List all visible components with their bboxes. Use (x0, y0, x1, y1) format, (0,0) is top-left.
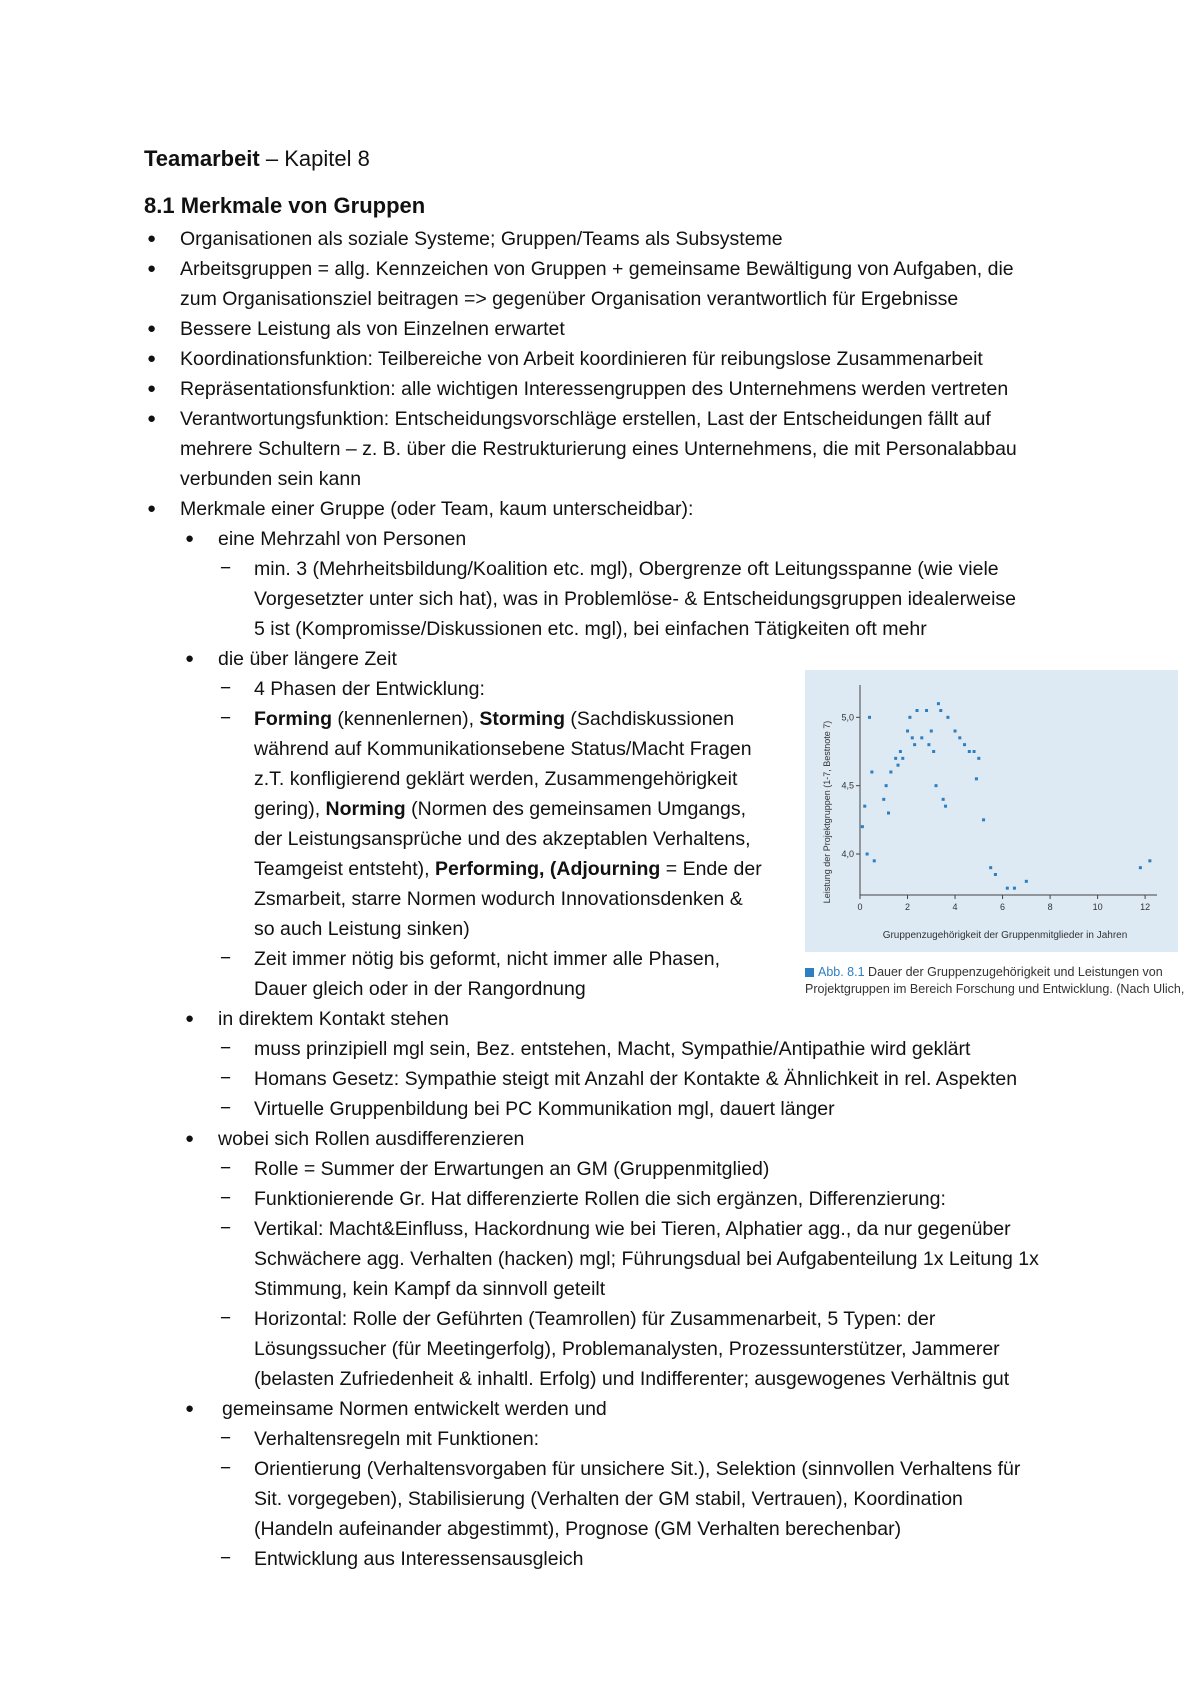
data-point (1013, 887, 1016, 890)
caption-square-icon (805, 968, 814, 977)
y-axis-label: Leistung der Projektgruppen (1-7, Bestnote 7) (822, 720, 832, 904)
dash-item: Horizontal: Rolle der Geführten (Teamrollen) für Zusammenarbeit, 5 Typen: der (254, 1308, 936, 1330)
data-point (944, 805, 947, 808)
data-point (994, 873, 997, 876)
text: gering), (254, 798, 326, 820)
bullet-icon: ● (185, 1010, 195, 1027)
sub-item: die über längere Zeit (218, 648, 397, 670)
bold-text: Performing, (Adjourning (435, 858, 661, 880)
dash-icon: − (220, 1038, 232, 1059)
dash-icon: − (220, 1218, 232, 1239)
data-point (1006, 887, 1009, 890)
data-point (889, 771, 892, 774)
data-point (954, 730, 957, 733)
text: (Normen des gemeinsamen Umgangs, (405, 798, 747, 820)
data-point (942, 798, 945, 801)
data-point (930, 730, 933, 733)
dash-item: Verhaltensregeln mit Funktionen: (254, 1428, 540, 1450)
chart-figure (805, 670, 1178, 952)
dash-item-cont: Schwächere agg. Verhalten (hacken) mgl; Führungsdual bei Aufgabenteilung 1x Leitung 1x (254, 1248, 1039, 1270)
data-point (977, 757, 980, 760)
list-item: Verantwortungsfunktion: Entscheidungsvorschläge erstellen, Last der Entscheidungen fällt auf (180, 408, 991, 430)
dash-item-cont: z.T. konfligierend geklärt werden, Zusammengehörigkeit (254, 768, 738, 790)
dash-icon: − (220, 558, 232, 579)
data-point (861, 825, 864, 828)
dash-item: Rolle = Summer der Erwartungen an GM (Gruppenmitglied) (254, 1158, 770, 1180)
text: (Sachdiskussionen (565, 708, 735, 730)
list-item-cont: verbunden sein kann (180, 468, 362, 490)
data-point (958, 736, 961, 739)
title-bold: Teamarbeit (144, 146, 260, 171)
bold-text: Storming (479, 708, 566, 730)
bullet-icon: ● (185, 650, 195, 667)
bold-text: Norming (325, 798, 406, 820)
dash-icon: − (220, 1098, 232, 1119)
data-point (1139, 866, 1142, 869)
data-point (908, 716, 911, 719)
data-point (973, 750, 976, 753)
sub-item: gemeinsame Normen entwickelt werden und (222, 1398, 607, 1420)
y-tick-label: 5,0 (841, 712, 854, 723)
data-point (868, 716, 871, 719)
dash-item: min. 3 (Mehrheitsbildung/Koalition etc. mgl), Obergrenze oft Leitungsspanne (wie viele (254, 558, 999, 580)
dash-item-cont: Zsmarbeit, starre Normen wodurch Innovationsdenken & (254, 888, 743, 910)
chart-axes (841, 685, 1157, 912)
data-point (927, 743, 930, 746)
bullet-icon: ● (185, 530, 195, 547)
sub-item: wobei sich Rollen ausdifferenzieren (218, 1128, 525, 1150)
dash-item-cont: (belasten Zufriedenheit & inhaltl. Erfolg) und Indifferenter; ausgewogenes Verhältnis gut (254, 1368, 1010, 1390)
dash-item-cont: Lösungssucher (für Meetingerfolg), Problemanalysten, Prozessunterstützer, Jammerer (254, 1338, 1000, 1360)
data-point (982, 818, 985, 821)
data-point (935, 784, 938, 787)
dash-icon: − (220, 1308, 232, 1329)
caption-label: Abb. 8.1 (818, 965, 865, 979)
bullet-icon: ● (147, 260, 157, 277)
dash-icon: − (220, 1548, 232, 1569)
data-point (897, 764, 900, 767)
list-item-cont: mehrere Schultern – z. B. über die Restrukturierung eines Unternehmens, die mit Personalabbau (180, 438, 1017, 460)
data-point (870, 771, 873, 774)
dash-item: Funktionierende Gr. Hat differenzierte Rollen die sich ergänzen, Differenzierung: (254, 1188, 946, 1210)
dash-item-cont: 5 ist (Kompromisse/Diskussionen etc. mgl), bei einfachen Tätigkeiten oft mehr (254, 618, 927, 640)
dash-item: Homans Gesetz: Sympathie steigt mit Anzahl der Kontakte & Ähnlichkeit in rel. Aspekten (254, 1068, 1018, 1090)
list-item: Organisationen als soziale Systeme; Gruppen/Teams als Subsysteme (180, 228, 783, 250)
dash-item: muss prinzipiell mgl sein, Bez. entstehen, Macht, Sympathie/Antipathie wird geklärt (254, 1038, 971, 1060)
data-point (975, 777, 978, 780)
dash-icon: − (220, 1428, 232, 1449)
sub-item: eine Mehrzahl von Personen (218, 528, 467, 550)
dash-item-cont: Vorgesetzter unter sich hat), was in Problemlöse- & Entscheidungsgruppen idealerweise (254, 588, 1016, 610)
dash-item: 4 Phasen der Entwicklung: (254, 678, 485, 700)
data-point (894, 757, 897, 760)
section-heading: 8.1 Merkmale von Gruppen (144, 193, 426, 218)
dash-item-cont: Dauer gleich oder in der Rangordnung (254, 978, 586, 1000)
bullet-icon: ● (185, 1400, 195, 1417)
dash-item-cont: der Leistungsansprüche und des akzeptablen Verhaltens, (254, 828, 751, 850)
dash-icon: − (220, 1188, 232, 1209)
x-tick-label: 6 (1000, 902, 1006, 912)
text: Teamgeist entsteht), (254, 858, 436, 880)
list-item: Merkmale einer Gruppe (oder Team, kaum unterscheidbar): (180, 498, 694, 520)
data-point (968, 750, 971, 753)
dash-item: Virtuelle Gruppenbildung bei PC Kommunikation mgl, dauert länger (254, 1098, 835, 1120)
bullet-icon: ● (147, 350, 157, 367)
dash-icon: − (220, 1158, 232, 1179)
bullet-icon: ● (185, 1130, 195, 1147)
data-point (932, 750, 935, 753)
x-tick-label: 8 (1047, 902, 1053, 912)
data-point (911, 736, 914, 739)
data-point (885, 784, 888, 787)
data-point (925, 709, 928, 712)
data-point (916, 709, 919, 712)
dash-icon: − (220, 678, 232, 699)
list-item-cont: zum Organisationsziel beitragen => gegenüber Organisation verantwortlich für Ergebnisse (180, 288, 959, 310)
bullet-icon: ● (147, 230, 157, 247)
data-point (989, 866, 992, 869)
dash-item-cont: (Handeln aufeinander abgestimmt), Prognose (GM Verhalten berechenbar) (254, 1518, 902, 1540)
scatter-chart (805, 670, 1178, 952)
data-point (1148, 859, 1151, 862)
data-point (882, 798, 885, 801)
data-point (1025, 880, 1028, 883)
data-point (906, 730, 909, 733)
x-tick-label: 12 (1140, 902, 1151, 912)
dash-icon: − (220, 948, 232, 969)
data-point (866, 853, 869, 856)
dash-item-cont (254, 854, 762, 884)
figure-caption (805, 964, 1185, 998)
dash-item-cont: so auch Leistung sinken) (254, 918, 470, 940)
dash-item: Orientierung (Verhaltensvorgaben für unsichere Sit.), Selektion (sinnvollen Verhaltens für (254, 1458, 1021, 1480)
dash-item (254, 704, 734, 734)
list-item: Koordinationsfunktion: Teilbereiche von Arbeit koordinieren für reibungslose Zusammenarbeit (180, 348, 983, 370)
bullet-icon: ● (147, 380, 157, 397)
caption-text: Dauer der Gruppenzugehörigkeit und Leistungen von Projektgruppen im Bereich Forschung und Entwicklung. (Nach Ulich, (805, 965, 1185, 996)
y-tick-label: 4,0 (841, 849, 854, 859)
x-tick-label: 2 (905, 902, 911, 912)
x-tick-label: 0 (857, 902, 863, 912)
dash-item: Zeit immer nötig bis geformt, nicht immer alle Phasen, (254, 948, 721, 970)
list-item: Repräsentationsfunktion: alle wichtigen Interessengruppen des Unternehmens werden vertreten (180, 378, 1009, 400)
title-rest: – Kapitel 8 (259, 146, 370, 171)
dash-icon: − (220, 708, 232, 729)
bullet-icon: ● (147, 410, 157, 427)
data-point (901, 757, 904, 760)
x-tick-label: 4 (952, 902, 958, 912)
data-point (920, 736, 923, 739)
dash-item-cont: Sit. vorgegeben), Stabilisierung (Verhalten der GM stabil, Vertrauen), Koordination (254, 1488, 963, 1510)
page-title (144, 146, 370, 172)
data-point (873, 859, 876, 862)
dash-item-cont: während auf Kommunikationsebene Status/Macht Fragen (254, 738, 752, 760)
chart-points (861, 702, 1151, 890)
x-tick-label: 10 (1092, 902, 1103, 912)
data-point (913, 743, 916, 746)
data-point (899, 750, 902, 753)
data-point (937, 702, 940, 705)
list-item: Arbeitsgruppen = allg. Kennzeichen von Gruppen + gemeinsame Bewältigung von Aufgaben, die (180, 258, 1014, 280)
data-point (963, 743, 966, 746)
x-axis-label: Gruppenzugehörigkeit der Gruppenmitglieder in Jahren (882, 930, 1128, 941)
dash-item: Entwicklung aus Interessensausgleich (254, 1548, 584, 1570)
text: (kennenlernen), (332, 708, 480, 730)
data-point (863, 805, 866, 808)
dash-icon: − (220, 1458, 232, 1479)
data-point (939, 709, 942, 712)
dash-icon: − (220, 1068, 232, 1089)
dash-item: Vertikal: Macht&Einfluss, Hackordnung wie bei Tieren, Alphatier agg., da nur gegenüber (254, 1218, 1011, 1240)
dash-item-cont (254, 794, 746, 824)
dash-item-cont: Stimmung, kein Kampf da sinnvoll geteilt (254, 1278, 606, 1300)
bold-text: Forming (254, 708, 332, 730)
bullet-icon: ● (147, 500, 157, 517)
data-point (887, 812, 890, 815)
list-item: Bessere Leistung als von Einzelnen erwartet (180, 318, 565, 340)
text: = Ende der (660, 858, 762, 880)
bullet-icon: ● (147, 320, 157, 337)
sub-item: in direktem Kontakt stehen (218, 1008, 449, 1030)
y-tick-label: 4,5 (841, 780, 854, 791)
data-point (946, 716, 949, 719)
